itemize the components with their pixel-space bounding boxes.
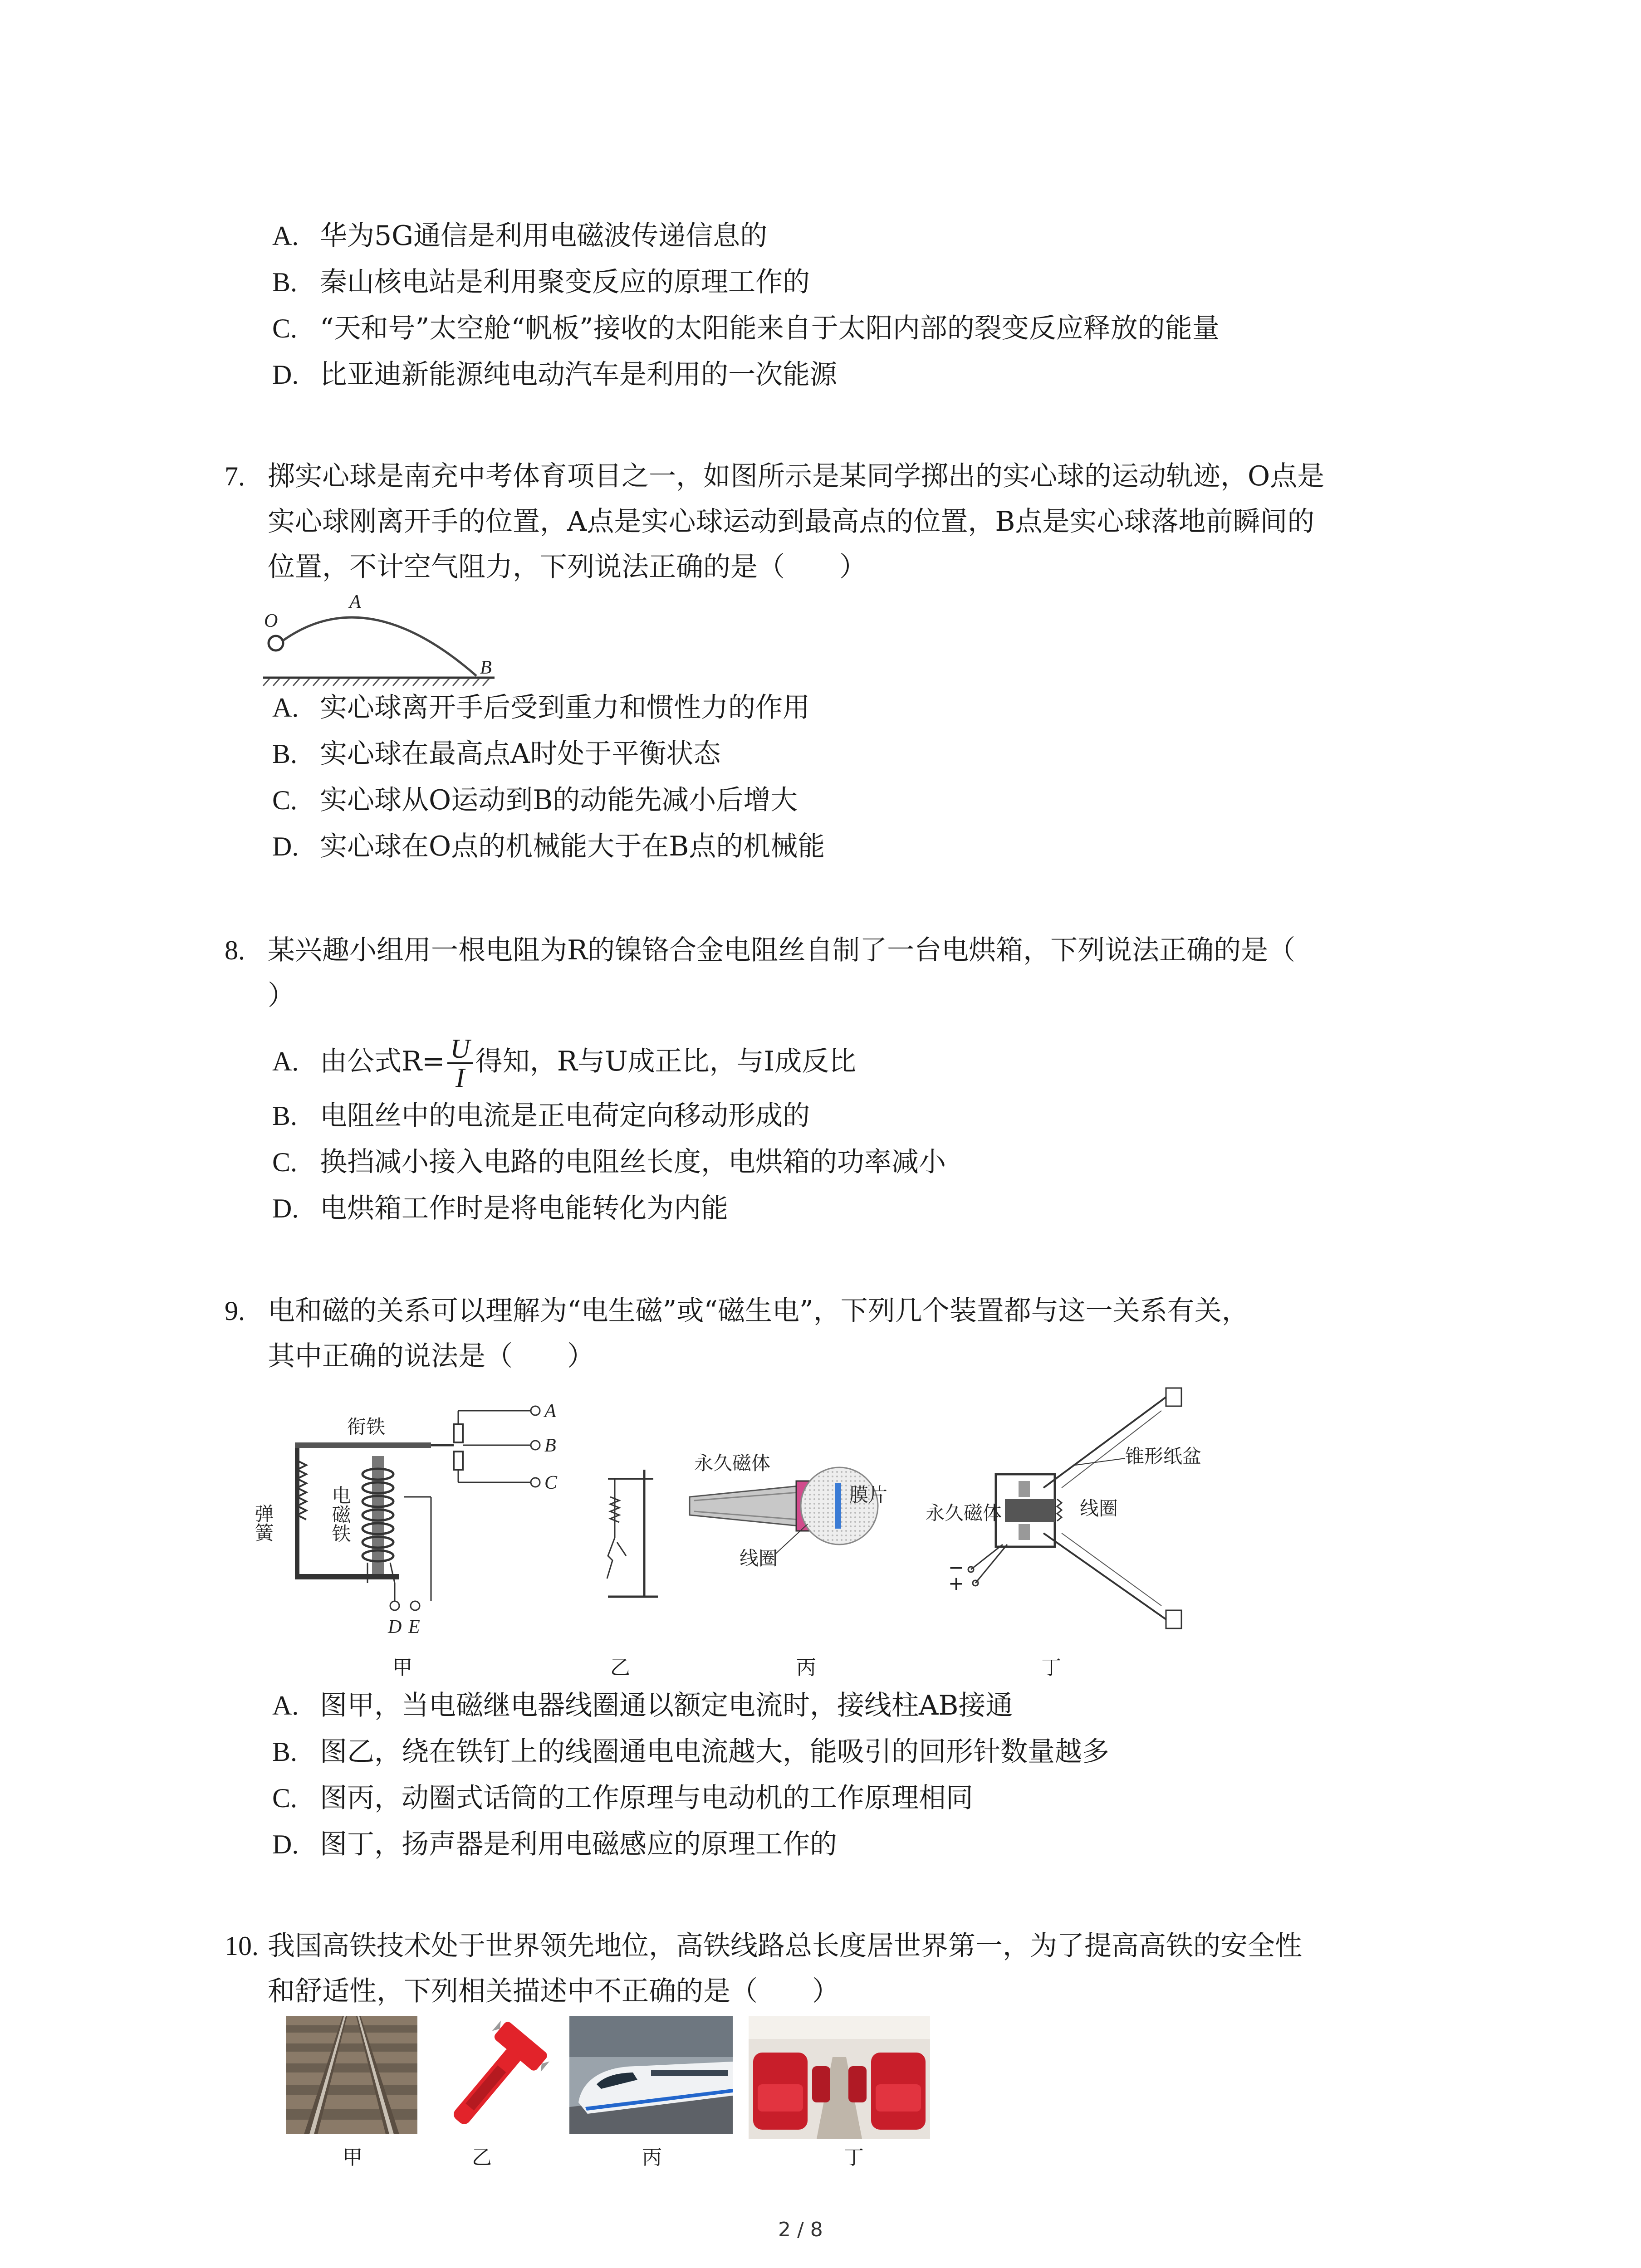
q10-stem-line-2: 和舒适性，下列相关描述中不正确的是（ ） <box>268 1975 839 2007</box>
label-o: O <box>264 611 278 631</box>
cone-upper-edge <box>1043 1397 1166 1488</box>
speaker-figure <box>926 1383 1243 1647</box>
q8-option-b: B. 电阻丝中的电流是正电荷定向移动形成的 <box>272 1100 810 1132</box>
q6-option-c: C. “天和号”太空舱“帆板”接收的太阳能来自于太阳内部的裂变反应释放的能量 <box>272 313 1220 344</box>
magnet-core <box>1005 1499 1055 1522</box>
railway-track-photo <box>286 2016 417 2134</box>
page-number: 2 / 8 <box>778 2218 823 2241</box>
q9-caption-ding: 丁 <box>1041 1656 1061 1679</box>
q8-option-a: A. 由公式R= $\frac{U}{I}$ 得知，R与U成正比，与I成反比 <box>272 1034 857 1093</box>
q7-option-c: C. 实心球从O运动到B的动能先减小后增大 <box>272 784 798 816</box>
q7-trajectory-figure <box>263 590 535 694</box>
q7-stem-line-3: 位置，不计空气阻力，下列说法正确的是（ ） <box>268 551 867 583</box>
label-coil-2: 线圈 <box>1080 1497 1118 1520</box>
label-minus: − <box>948 1556 965 1579</box>
label-terminal-d: D <box>388 1617 402 1637</box>
ball-icon <box>269 636 283 650</box>
q10-caption-bing: 丙 <box>642 2146 662 2169</box>
q9-option-a: A. 图甲，当电磁继电器线圈通以额定电流时，接线柱AB接通 <box>272 1690 1013 1721</box>
label-b: B <box>480 657 492 678</box>
label-armature: 衔铁 <box>347 1416 386 1438</box>
nail-electromagnet-figure <box>590 1470 662 1606</box>
label-permanent-magnet: 永久磁体 <box>694 1452 771 1474</box>
q10-caption-yi: 乙 <box>472 2146 492 2169</box>
label-spring: 弹簧 <box>252 1504 274 1542</box>
label-cone: 锥形纸盆 <box>1125 1445 1202 1467</box>
q6-option-a: A. 华为5G通信是利用电磁波传递信息的 <box>272 220 768 252</box>
ground-hatch <box>263 679 489 686</box>
coil-icon-speaker <box>1057 1499 1062 1521</box>
relay-figure <box>252 1401 576 1647</box>
label-electromagnet: 电磁铁 <box>329 1486 352 1543</box>
q7-stem-line-1: 7. 掷实心球是南充中考体育项目之一，如图所示是某同学掷出的实心球的运动轨迹，O点是 <box>225 460 1325 492</box>
q8-stem-line-1: 8. 某兴趣小组用一根电阻为R的镍铬合金电阻丝自制了一台电烘箱，下列说法正确的是（ <box>225 934 1296 966</box>
cone-lower-edge <box>1043 1533 1166 1619</box>
q10-stem-line-1: 10. 我国高铁技术处于世界领先地位，高铁线路总长度居世界第一，为了提高高铁的安全性 <box>225 1930 1302 1962</box>
q7-option-d: D. 实心球在O点的机械能大于在B点的机械能 <box>272 831 825 862</box>
label-terminal-e: E <box>408 1617 420 1637</box>
iron-core <box>372 1456 384 1574</box>
q6-option-b: B. 秦山核电站是利用聚变反应的原理工作的 <box>272 266 810 298</box>
q9-option-c: C. 图丙，动圈式话筒的工作原理与电动机的工作原理相同 <box>272 1782 973 1814</box>
label-coil: 线圈 <box>740 1547 778 1569</box>
q9-caption-jia: 甲 <box>392 1656 412 1679</box>
q8-stem-line-2: ） <box>268 980 295 1012</box>
q9-stem-line-2: 其中正确的说法是（ ） <box>268 1340 594 1372</box>
q10-caption-jia: 甲 <box>343 2146 362 2169</box>
fraction-u-over-i: $\frac{U}{I}$ <box>447 1035 472 1091</box>
label-permanent-magnet-2: 永久磁体 <box>926 1502 1002 1524</box>
label-terminal-c: C <box>544 1472 558 1493</box>
safety-hammer-photo <box>436 2016 554 2139</box>
high-speed-train-photo <box>569 2016 733 2134</box>
q7-stem-line-2: 实心球刚离开手的位置，A点是实心球运动到最高点的位置，B点是实心球落地前瞬间的 <box>268 506 1315 538</box>
q9-caption-yi: 乙 <box>610 1656 630 1679</box>
trajectory-curve <box>283 617 476 676</box>
q9-option-b: B. 图乙，绕在铁钉上的线圈通电电流越大，能吸引的回形针数量越多 <box>272 1736 1109 1768</box>
q9-option-d: D. 图丁，扬声器是利用电磁感应的原理工作的 <box>272 1828 837 1860</box>
q8-option-d: D. 电烘箱工作时是将电能转化为内能 <box>272 1193 728 1224</box>
paper-clip-icon <box>607 1538 615 1579</box>
q8-option-c: C. 换挡减小接入电路的电阻丝长度，电烘箱的功率减小 <box>272 1146 946 1178</box>
q10-caption-ding: 丁 <box>844 2146 864 2169</box>
label-terminal-b: B <box>544 1435 556 1456</box>
q6-option-d: D. 比亚迪新能源纯电动汽车是利用的一次能源 <box>272 359 837 391</box>
q7-option-a: A. 实心球离开手后受到重力和惯性力的作用 <box>272 692 810 723</box>
train-seats-photo <box>749 2016 930 2139</box>
label-plus: + <box>948 1572 965 1594</box>
label-a: A <box>349 591 361 612</box>
label-terminal-a: A <box>544 1401 556 1422</box>
microphone-figure <box>685 1447 912 1583</box>
armature-bar <box>295 1442 431 1448</box>
label-diaphragm: 膜片 <box>849 1484 888 1506</box>
q9-stem-line-1: 9. 电和磁的关系可以理解为“电生磁”或“磁生电”，下列几个装置都与这一关系有关， <box>225 1295 1249 1327</box>
q7-option-b: B. 实心球在最高点A时处于平衡状态 <box>272 738 721 770</box>
q9-caption-bing: 丙 <box>796 1656 816 1679</box>
